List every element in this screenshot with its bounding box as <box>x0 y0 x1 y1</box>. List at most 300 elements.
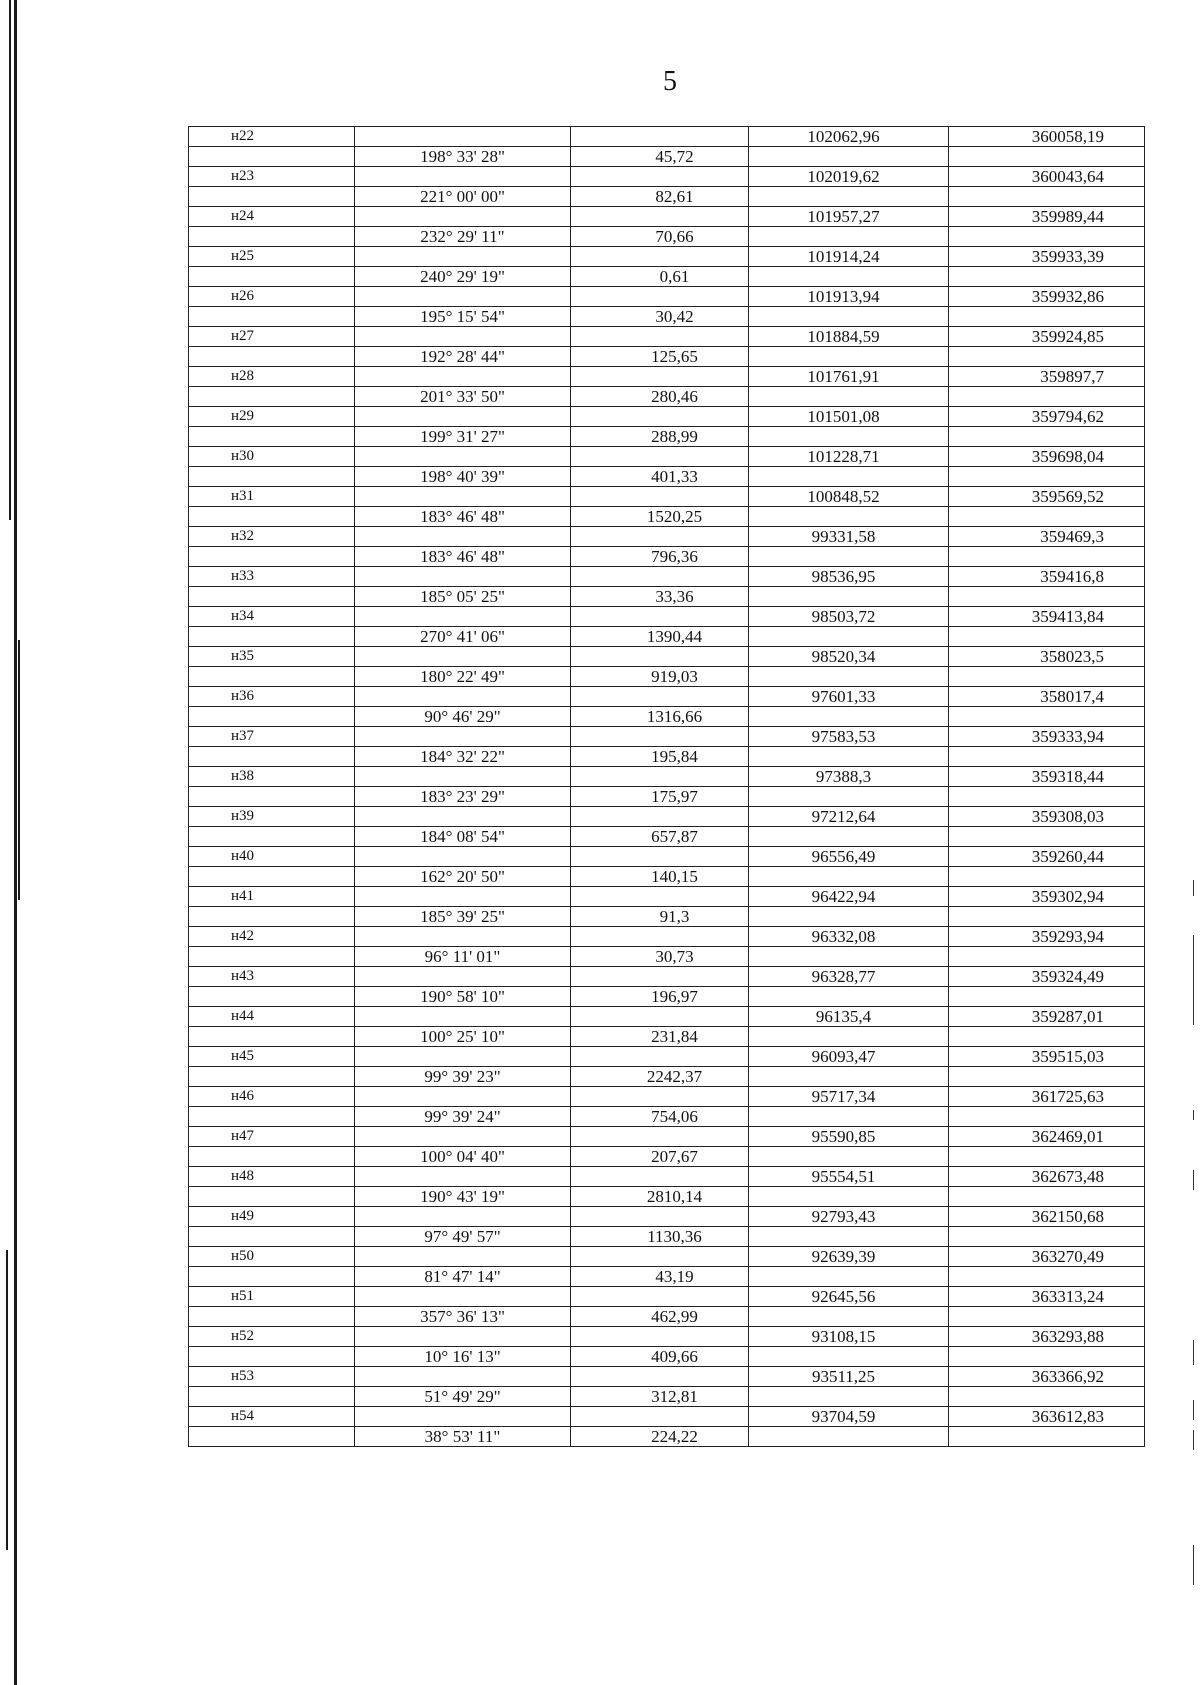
empty-cell <box>571 927 749 947</box>
empty-cell <box>571 407 749 427</box>
empty-cell <box>571 967 749 987</box>
empty-cell <box>189 947 355 967</box>
coordinate-y: 359293,94 <box>949 927 1145 947</box>
point-name: н43 <box>189 967 355 987</box>
segment-row <box>189 387 1145 407</box>
coordinate-x: 93511,25 <box>749 1367 949 1387</box>
empty-cell <box>949 907 1145 927</box>
segment-row <box>189 1347 1145 1367</box>
empty-cell <box>949 387 1145 407</box>
segment-length: 312,81 <box>571 1387 749 1407</box>
empty-cell <box>189 427 355 447</box>
empty-cell <box>355 1087 571 1107</box>
empty-cell <box>189 1347 355 1367</box>
empty-cell <box>949 1187 1145 1207</box>
coordinate-x: 101914,24 <box>749 247 949 267</box>
segment-length: 1130,36 <box>571 1227 749 1247</box>
segment-length: 195,84 <box>571 747 749 767</box>
empty-cell <box>749 547 949 567</box>
coordinate-x: 96093,47 <box>749 1047 949 1067</box>
segment-row <box>189 1187 1145 1207</box>
direction-angle: 198° 40' 39" <box>355 467 571 487</box>
coordinate-y: 359933,39 <box>949 247 1145 267</box>
empty-cell <box>749 587 949 607</box>
empty-cell <box>189 627 355 647</box>
empty-cell <box>571 647 749 667</box>
direction-angle: 201° 33' 50" <box>355 387 571 407</box>
coordinate-x: 98536,95 <box>749 567 949 587</box>
coordinate-x: 95717,34 <box>749 1087 949 1107</box>
segment-length: 1390,44 <box>571 627 749 647</box>
direction-angle: 99° 39' 24" <box>355 1107 571 1127</box>
segment-row <box>189 427 1145 447</box>
empty-cell <box>189 467 355 487</box>
segment-row <box>189 627 1145 647</box>
empty-cell <box>355 367 571 387</box>
empty-cell <box>355 887 571 907</box>
empty-cell <box>355 727 571 747</box>
segment-row <box>189 507 1145 527</box>
segment-row <box>189 907 1145 927</box>
empty-cell <box>189 507 355 527</box>
point-name: н25 <box>189 247 355 267</box>
segment-length: 280,46 <box>571 387 749 407</box>
empty-cell <box>749 1067 949 1087</box>
empty-cell <box>571 367 749 387</box>
point-row <box>189 207 1145 227</box>
empty-cell <box>949 227 1145 247</box>
point-name: н30 <box>189 447 355 467</box>
empty-cell <box>949 1387 1145 1407</box>
empty-cell <box>571 727 749 747</box>
segment-row <box>189 1027 1145 1047</box>
point-row <box>189 807 1145 827</box>
empty-cell <box>949 1147 1145 1167</box>
empty-cell <box>355 1247 571 1267</box>
point-row <box>189 1367 1145 1387</box>
empty-cell <box>949 1347 1145 1367</box>
empty-cell <box>749 787 949 807</box>
point-row <box>189 687 1145 707</box>
coordinate-y: 359924,85 <box>949 327 1145 347</box>
empty-cell <box>571 1207 749 1227</box>
empty-cell <box>749 627 949 647</box>
empty-cell <box>571 1127 749 1147</box>
empty-cell <box>189 1387 355 1407</box>
coordinate-y: 359308,03 <box>949 807 1145 827</box>
coordinate-x: 97212,64 <box>749 807 949 827</box>
empty-cell <box>571 167 749 187</box>
direction-angle: 96° 11' 01" <box>355 947 571 967</box>
point-row <box>189 367 1145 387</box>
direction-angle: 192° 28' 44" <box>355 347 571 367</box>
empty-cell <box>355 1047 571 1067</box>
empty-cell <box>749 867 949 887</box>
empty-cell <box>749 1187 949 1207</box>
segment-length: 401,33 <box>571 467 749 487</box>
empty-cell <box>949 667 1145 687</box>
empty-cell <box>355 927 571 947</box>
coordinate-x: 99331,58 <box>749 527 949 547</box>
point-name: н32 <box>189 527 355 547</box>
coordinate-y: 359932,86 <box>949 287 1145 307</box>
empty-cell <box>189 787 355 807</box>
empty-cell <box>571 247 749 267</box>
empty-cell <box>949 187 1145 207</box>
point-row <box>189 487 1145 507</box>
coordinate-x: 101884,59 <box>749 327 949 347</box>
point-name: н41 <box>189 887 355 907</box>
point-row <box>189 727 1145 747</box>
point-name: н49 <box>189 1207 355 1227</box>
segment-row <box>189 187 1145 207</box>
coordinate-y: 363270,49 <box>949 1247 1145 1267</box>
coordinate-x: 95554,51 <box>749 1167 949 1187</box>
empty-cell <box>189 267 355 287</box>
segment-row <box>189 1267 1145 1287</box>
empty-cell <box>571 527 749 547</box>
scan-right-marks <box>1188 0 1200 1685</box>
segment-row <box>189 947 1145 967</box>
point-name: н27 <box>189 327 355 347</box>
point-name: н22 <box>189 127 355 147</box>
coordinate-y: 359989,44 <box>949 207 1145 227</box>
segment-length: 1520,25 <box>571 507 749 527</box>
segment-length: 125,65 <box>571 347 749 367</box>
segment-length: 2810,14 <box>571 1187 749 1207</box>
coordinate-y: 359794,62 <box>949 407 1145 427</box>
empty-cell <box>571 1407 749 1427</box>
empty-cell <box>749 427 949 447</box>
empty-cell <box>949 1267 1145 1287</box>
coordinate-y: 360058,19 <box>949 127 1145 147</box>
empty-cell <box>355 287 571 307</box>
empty-cell <box>189 1427 355 1447</box>
segment-length: 82,61 <box>571 187 749 207</box>
point-name: н36 <box>189 687 355 707</box>
segment-row <box>189 467 1145 487</box>
empty-cell <box>749 387 949 407</box>
empty-cell <box>571 1287 749 1307</box>
empty-cell <box>355 1327 571 1347</box>
direction-angle: 99° 39' 23" <box>355 1067 571 1087</box>
direction-angle: 90° 46' 29" <box>355 707 571 727</box>
coordinate-x: 93704,59 <box>749 1407 949 1427</box>
empty-cell <box>949 627 1145 647</box>
empty-cell <box>355 1207 571 1227</box>
empty-cell <box>749 707 949 727</box>
segment-row <box>189 867 1145 887</box>
point-name: н33 <box>189 567 355 587</box>
coordinate-y: 359287,01 <box>949 1007 1145 1027</box>
empty-cell <box>949 1227 1145 1247</box>
point-name: н53 <box>189 1367 355 1387</box>
coordinate-x: 97388,3 <box>749 767 949 787</box>
segment-length: 2242,37 <box>571 1067 749 1087</box>
point-name: н52 <box>189 1327 355 1347</box>
empty-cell <box>571 1327 749 1347</box>
point-row <box>189 1087 1145 1107</box>
point-name: н31 <box>189 487 355 507</box>
segment-length: 91,3 <box>571 907 749 927</box>
direction-angle: 190° 43' 19" <box>355 1187 571 1207</box>
coordinate-x: 101913,94 <box>749 287 949 307</box>
point-name: н40 <box>189 847 355 867</box>
empty-cell <box>571 847 749 867</box>
point-row <box>189 767 1145 787</box>
point-name: н34 <box>189 607 355 627</box>
direction-angle: 357° 36' 13" <box>355 1307 571 1327</box>
segment-row <box>189 987 1145 1007</box>
direction-angle: 183° 46' 48" <box>355 507 571 527</box>
empty-cell <box>949 147 1145 167</box>
point-name: н29 <box>189 407 355 427</box>
empty-cell <box>571 487 749 507</box>
segment-length: 231,84 <box>571 1027 749 1047</box>
point-row <box>189 287 1145 307</box>
empty-cell <box>749 187 949 207</box>
scan-left-edge <box>0 0 28 1685</box>
point-row <box>189 407 1145 427</box>
point-row <box>189 247 1145 267</box>
empty-cell <box>749 987 949 1007</box>
empty-cell <box>949 587 1145 607</box>
direction-angle: 81° 47' 14" <box>355 1267 571 1287</box>
segment-row <box>189 1107 1145 1127</box>
direction-angle: 97° 49' 57" <box>355 1227 571 1247</box>
empty-cell <box>189 147 355 167</box>
coordinate-y: 362673,48 <box>949 1167 1145 1187</box>
empty-cell <box>189 1187 355 1207</box>
empty-cell <box>355 807 571 827</box>
empty-cell <box>355 487 571 507</box>
empty-cell <box>355 327 571 347</box>
point-row <box>189 927 1145 947</box>
empty-cell <box>189 307 355 327</box>
coordinate-y: 359413,84 <box>949 607 1145 627</box>
empty-cell <box>749 467 949 487</box>
empty-cell <box>949 267 1145 287</box>
segment-row <box>189 1067 1145 1087</box>
segment-length: 45,72 <box>571 147 749 167</box>
empty-cell <box>749 267 949 287</box>
coordinate-x: 101501,08 <box>749 407 949 427</box>
point-name: н42 <box>189 927 355 947</box>
empty-cell <box>749 1347 949 1367</box>
point-row <box>189 127 1145 147</box>
coordinates-table-body <box>189 127 1145 1447</box>
direction-angle: 183° 23' 29" <box>355 787 571 807</box>
point-row <box>189 1007 1145 1027</box>
empty-cell <box>571 1247 749 1267</box>
empty-cell <box>189 827 355 847</box>
segment-length: 754,06 <box>571 1107 749 1127</box>
coordinate-x: 101228,71 <box>749 447 949 467</box>
coordinate-y: 363612,83 <box>949 1407 1145 1427</box>
segment-row <box>189 1307 1145 1327</box>
coordinate-y: 363293,88 <box>949 1327 1145 1347</box>
empty-cell <box>949 787 1145 807</box>
empty-cell <box>189 707 355 727</box>
segment-length: 0,61 <box>571 267 749 287</box>
empty-cell <box>571 447 749 467</box>
direction-angle: 180° 22' 49" <box>355 667 571 687</box>
empty-cell <box>571 767 749 787</box>
empty-cell <box>949 507 1145 527</box>
coordinate-x: 101957,27 <box>749 207 949 227</box>
empty-cell <box>949 987 1145 1007</box>
point-row <box>189 1327 1145 1347</box>
segment-row <box>189 1147 1145 1167</box>
empty-cell <box>949 547 1145 567</box>
point-row <box>189 1167 1145 1187</box>
coordinate-x: 97601,33 <box>749 687 949 707</box>
empty-cell <box>571 1007 749 1027</box>
empty-cell <box>949 1427 1145 1447</box>
coordinate-y: 359515,03 <box>949 1047 1145 1067</box>
page-number: 5 <box>663 66 677 97</box>
coordinate-y: 362469,01 <box>949 1127 1145 1147</box>
empty-cell <box>189 347 355 367</box>
direction-angle: 195° 15' 54" <box>355 307 571 327</box>
coordinate-y: 360043,64 <box>949 167 1145 187</box>
direction-angle: 100° 04' 40" <box>355 1147 571 1167</box>
point-row <box>189 1207 1145 1227</box>
empty-cell <box>571 207 749 227</box>
segment-length: 30,73 <box>571 947 749 967</box>
segment-row <box>189 227 1145 247</box>
empty-cell <box>355 1407 571 1427</box>
coordinate-y: 359324,49 <box>949 967 1145 987</box>
point-name: н51 <box>189 1287 355 1307</box>
empty-cell <box>355 207 571 227</box>
direction-angle: 198° 33' 28" <box>355 147 571 167</box>
empty-cell <box>189 547 355 567</box>
point-name: н38 <box>189 767 355 787</box>
segment-row <box>189 1227 1145 1247</box>
point-row <box>189 1247 1145 1267</box>
empty-cell <box>189 1307 355 1327</box>
empty-cell <box>189 587 355 607</box>
empty-cell <box>355 127 571 147</box>
empty-cell <box>749 1227 949 1247</box>
direction-angle: 183° 46' 48" <box>355 547 571 567</box>
empty-cell <box>949 1307 1145 1327</box>
coordinate-y: 358023,5 <box>949 647 1145 667</box>
point-row <box>189 607 1145 627</box>
direction-angle: 100° 25' 10" <box>355 1027 571 1047</box>
empty-cell <box>749 667 949 687</box>
coordinate-x: 96328,77 <box>749 967 949 987</box>
empty-cell <box>189 667 355 687</box>
direction-angle: 199° 31' 27" <box>355 427 571 447</box>
empty-cell <box>355 607 571 627</box>
coordinate-x: 102019,62 <box>749 167 949 187</box>
coordinate-y: 359469,3 <box>949 527 1145 547</box>
point-row <box>189 1287 1145 1307</box>
point-name: н54 <box>189 1407 355 1427</box>
direction-angle: 38° 53' 11" <box>355 1427 571 1447</box>
coordinates-table <box>188 126 1145 1447</box>
segment-length: 70,66 <box>571 227 749 247</box>
empty-cell <box>189 1067 355 1087</box>
empty-cell <box>355 527 571 547</box>
empty-cell <box>355 247 571 267</box>
coordinate-x: 95590,85 <box>749 1127 949 1147</box>
empty-cell <box>189 187 355 207</box>
direction-angle: 270° 41' 06" <box>355 627 571 647</box>
coordinate-x: 102062,96 <box>749 127 949 147</box>
segment-length: 140,15 <box>571 867 749 887</box>
empty-cell <box>355 1127 571 1147</box>
empty-cell <box>949 827 1145 847</box>
empty-cell <box>749 1427 949 1447</box>
empty-cell <box>749 227 949 247</box>
segment-length: 43,19 <box>571 1267 749 1287</box>
point-name: н24 <box>189 207 355 227</box>
empty-cell <box>749 347 949 367</box>
segment-row <box>189 787 1145 807</box>
point-name: н37 <box>189 727 355 747</box>
direction-angle: 221° 00' 00" <box>355 187 571 207</box>
segment-row <box>189 667 1145 687</box>
empty-cell <box>355 1167 571 1187</box>
empty-cell <box>355 767 571 787</box>
empty-cell <box>949 307 1145 327</box>
coordinate-y: 359698,04 <box>949 447 1145 467</box>
point-row <box>189 327 1145 347</box>
coordinate-x: 101761,91 <box>749 367 949 387</box>
empty-cell <box>571 1087 749 1107</box>
coordinate-y: 359333,94 <box>949 727 1145 747</box>
point-name: н39 <box>189 807 355 827</box>
direction-angle: 10° 16' 13" <box>355 1347 571 1367</box>
coordinate-y: 359260,44 <box>949 847 1145 867</box>
empty-cell <box>189 1027 355 1047</box>
empty-cell <box>189 1267 355 1287</box>
empty-cell <box>189 1147 355 1167</box>
coordinate-y: 359318,44 <box>949 767 1145 787</box>
segment-length: 33,36 <box>571 587 749 607</box>
segment-row <box>189 1387 1145 1407</box>
segment-length: 462,99 <box>571 1307 749 1327</box>
direction-angle: 240° 29' 19" <box>355 267 571 287</box>
direction-angle: 51° 49' 29" <box>355 1387 571 1407</box>
empty-cell <box>949 427 1145 447</box>
point-name: н47 <box>189 1127 355 1147</box>
point-row <box>189 647 1145 667</box>
point-row <box>189 1127 1145 1147</box>
empty-cell <box>355 167 571 187</box>
segment-length: 30,42 <box>571 307 749 327</box>
segment-row <box>189 267 1145 287</box>
point-name: н45 <box>189 1047 355 1067</box>
point-row <box>189 447 1145 467</box>
empty-cell <box>749 1307 949 1327</box>
point-row <box>189 967 1145 987</box>
segment-length: 175,97 <box>571 787 749 807</box>
empty-cell <box>949 1107 1145 1127</box>
point-name: н23 <box>189 167 355 187</box>
empty-cell <box>571 1047 749 1067</box>
empty-cell <box>949 867 1145 887</box>
direction-angle: 162° 20' 50" <box>355 867 571 887</box>
coordinate-y: 359302,94 <box>949 887 1145 907</box>
segment-row <box>189 1427 1145 1447</box>
point-row <box>189 1047 1145 1067</box>
coordinate-x: 98520,34 <box>749 647 949 667</box>
point-row <box>189 847 1145 867</box>
